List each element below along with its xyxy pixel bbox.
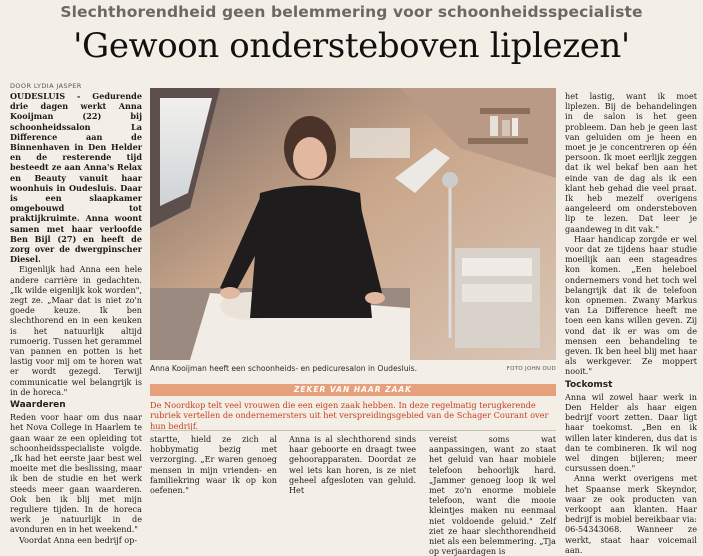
byline: DOOR LYDIA JASPER [10,82,82,90]
subheading-tockomst: Tockomst [565,379,613,390]
body-paragraph: Anna is al slechthorend sinds haar geboorte en draagt twee gehoorapparaten. Doordat ze wel iets kan horen, is ze niet geheel afgesloten van geluid. Het [289,434,416,496]
article-photo [150,88,556,360]
lead-paragraph: OUDESLUIS - Gedurende drie dagen werkt Anna Kooijman (22) bij schoonheidssalon La Difference aan de Binnenhaven in Den Helder en de resterende tijd besteedt ze aan Anna's Relax en Beauty vanuit haar woonhuis in Oudesluis. Daar is een slaapkamer omgebouwd tot praktijkruimte. Anna woont samen met haar verloofde Ben Bijl (27) en heeft de zorg over de dwergpinscher Diesel. [10,91,142,265]
photo-caption: Anna Kooijman heeft een schoonheids- en pedicuresalon in Oudesluis. [150,364,418,373]
column-4 [429,434,556,556]
article-headline: 'Gewoon ondersteboven liplezen' [73,26,630,66]
section-divider [150,430,556,431]
bottom-columns [150,434,556,556]
salon-photo-illustration [150,88,556,360]
body-paragraph: Anna werkt overigens met het Spaanse merk Skeyndor, waar ze ook producten van verkoopt aan klanten. Haar bedrijf is mobiel bereikbaar via: 06-54343068. Wanneer ze werkt, staat haar voicemail aan. [565,473,697,555]
body-paragraph: vereist soms wat aanpassingen, want zo staat het geluid van haar mobiele telefoon behoorlijk hard. „Jammer genoeg loop ik wel met zo'n enorme mobiele telefoon, want die mooie kleintjes maken nu eenmaal niet voldoende geluid." Zelf ziet ze haar slechthorendheid niet als een belemmering. „Tja op verjaardagen is [429,434,556,556]
body-paragraph: het lastig, want ik moet liplezen. Bij de behandelingen in de salon is het geen probleem. Dan heb je geen last van geluiden om je heen en moet je je concentreren op één persoon. Ik moet eerlijk zeggen dat ik wel bekaf ben aan het einde van de dag als ik een klant heb gehad die veel praat. Ik heb mezelf overigens aangeleerd om ondersteboven lip te lezen. Dat leer je gaandeweg in dit vak." [565,91,697,234]
column-2 [150,434,277,514]
photo-credit: FOTO JOHN OUD [506,366,556,372]
body-paragraph: Reden voor haar om dus naar het Nova College in Haarlem te gaan waar ze een opleiding tot schoonheidsspecialiste volgde. „Ik had het eerste jaar best wel moeite met die beslissing, maar ik ben de studie en het werk steeds meer gaan waarderen. Ook ben ik blij met mijn reguliere tijden. In de horeca werk je natuurlijk in de avonduren en in het weekend." [10,412,142,535]
article-kicker: Slechthorendheid geen belemmering voor schoonheidsspecialiste [60,3,643,21]
column-3 [289,434,416,514]
body-paragraph: startte, hield ze zich al hobbymatig bezig met verzorging. „Er waren genoeg mensen in mijn vrienden- en familiekring waar ik op kon oefenen." [150,434,277,496]
body-paragraph: Voordat Anna een bedrijf op- [19,534,138,545]
column-1 [10,91,142,545]
rubric-banner: ZEKER VAN HAAR ZAAK [150,384,556,396]
body-paragraph: Anna wil zowel haar werk in Den Helder als haar eigen bedrijf voort zetten. Daar ligt haar toekomst. „Ben en ik willen later kinderen, dus dat is dan te combineren. Ik wil nog wel dingen bijleren; meer cursussen doen." [565,391,697,474]
body-paragraph: Eigenlijk had Anna een hele andere carrière in gedachten. „Ik wilde eigenlijk kok worden", zegt ze. „Maar dat is niet zo'n goede keuze. Ik ben slechthorend en in een keuken is het natuurlijk altijd rumoerig. Tussen het gerammel van pannen en potten is het lastig voor mij om te horen wat er wordt gezegd. Terwijl communicatie wel belangrijk is in de horeca." [10,264,142,397]
column-5 [565,91,697,555]
rubric-intro: De Noordkop telt veel vrouwen die een eigen zaak hebben. In deze regelmatig terugkerende rubriek vertellen de ondernemersters uit het verspreidingsgebied van de Schager Courant over hun bedrijf. [150,400,549,431]
body-paragraph: Haar handicap zorgde er wel voor dat ze tijdens haar studie moeilijk aan een stageadres kon komen. „Een heleboel ondernemers vond het toch wel belangrijk dat ik de telefoon kon opnemen. Zwany Markus van La Difference heeft me toen een kans willen geven. Zij vond dat ik er was om de mensen een behandeling te geven. Ik ben heel blij met haar als werkgever. Ze moppert nooit." [565,233,697,377]
subheading-waarderen: Waarderen [10,400,66,411]
